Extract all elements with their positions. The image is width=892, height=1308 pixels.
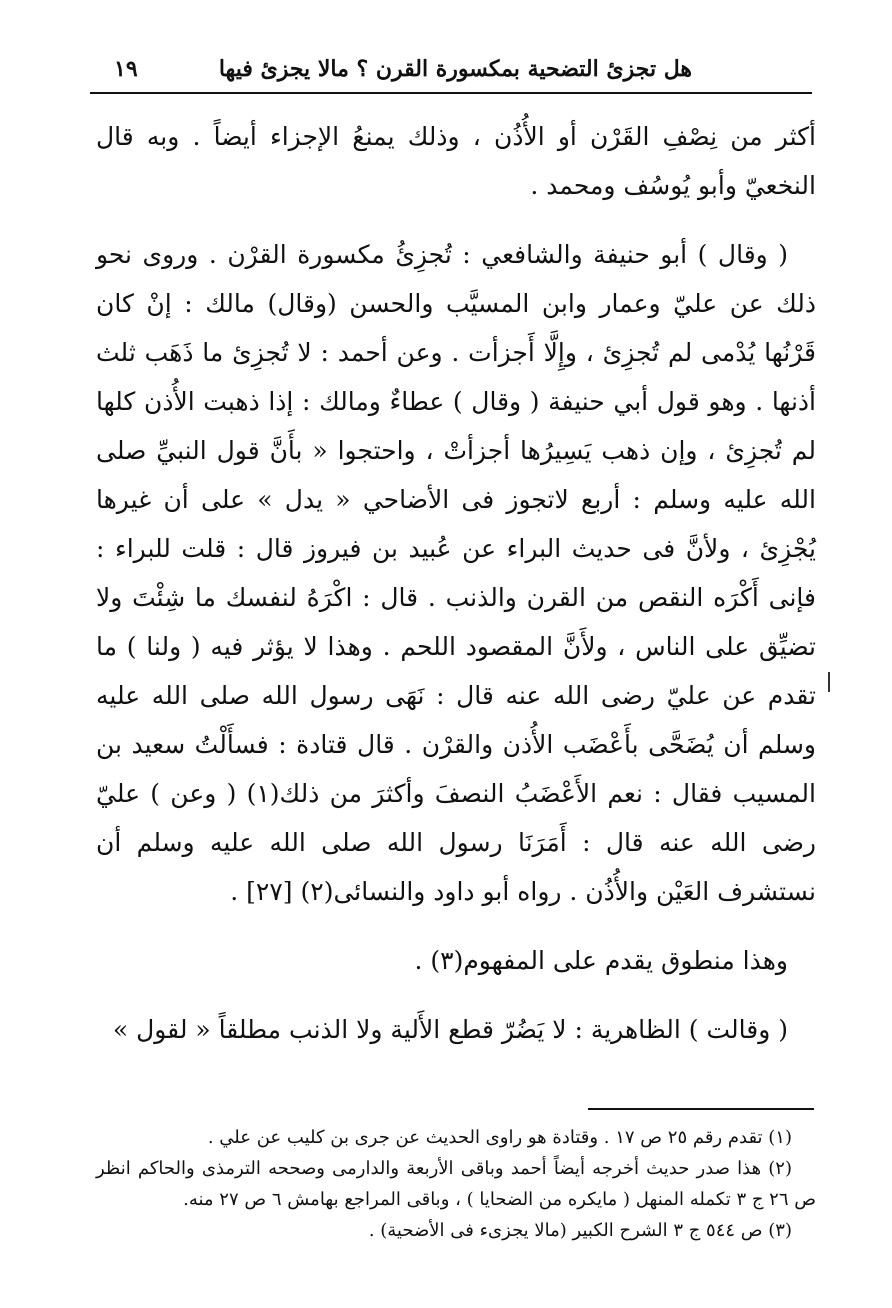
paragraph: ( وقالت ) الظاهرية : لا يَضُرّ قطع الأَلية ولا الذنب مطلقاً « لقول » [112,1015,788,1044]
running-header [92,50,812,92]
paragraph: أكثر من نِصْفِ القَرْن أو الأُذُن ، وذلك يمنعُ الإجزاء أيضاً . وبه قال النخعيّ وأبو يُوسُف ومحمد . [96,122,816,200]
footnote-rule [588,1108,814,1110]
paragraph: وهذا منطوق يقدم على المفهوم(٣) . [414,946,788,975]
footnote: (٣) ص ٥٤٤ ج ٣ الشرح الكبير (مالا يجزىء فى الأضحية) . [368,1220,792,1241]
header-rule [90,92,812,94]
footnote: (١) تقدم رقم ٢٥ ص ١٧ . وقتادة هو راوى الحديث عن جرى بن كليب عن علي . [207,1127,792,1148]
main-text [96,112,816,1054]
paragraph: ( وقال ) أبو حنيفة والشافعي : تُجزِئُ مكسورة القرْن . وروى نحو ذلك عن عليّ وعمار وابن المسيَّب والحسن (وقال) مالك : إنْ كان قَرْنُها يُدْمى لم تُجزِئ ، وإِلَّا أَجزأت . وعن أحمد : لا تُجزِئ ما ذَهَب ثلث أذنها . وهو قول أبي حنيفة ( وقال ) عطاءٌ ومالك : إذا ذهبت الأُذن كلها لم تُجزِئ ، وإن ذهب يَسِيرُها أجزأتْ ، واحتجوا « بأَنَّ قول النبيِّ صلى الله عليه وسلم : أربع لاتجوز فى الأضاحي « يدل » على أن غيرها يُجْزِئ ، ولأنَّ فى حديث البراء عن عُبيد بن فيروز قال : قلت للبراء : فإنى أَكْرَه النقص من القرن والذنب . قال : اكْرَهُ لنفسك ما شِئْتَ ولا تضيِّق على الناس ، ولأَنَّ المقصود اللحم . وهذا لا يؤثر فيه ( ولنا ) ما تقدم عن عليّ رضى الله عنه قال : نَهَى رسول الله صلى الله عليه وسلم أن يُضَحَّى بأَعْضَب الأُذن والقرْن . قال قتادة : فسأَلْتُ سعيد بن المسيب فقال : نعم الأَعْضَبُ النصفَ وأكثرَ من ذلك(١) ( وعن ) عليّ رضى الله عنه قال : أَمَرَنَا رسول الله صلى الله عليه وسلم أن نستشرف العَيْن والأُذُن . رواه أبو داود والنسائى(٢) [٢٧] . [96,240,816,906]
margin-mark [828,672,830,692]
running-header-title: هل تجزئ التضحية بمكسورة القرن ؟ مالا يجزئ فيها [218,56,692,82]
footnote: (٢) هذا صدر حديث أخرجه أيضاً أحمد وباقى الأربعة والدارمى وصححه الترمذى والحاكم انظر ص ٢٦ ج ٣ تكمله المنهل ( مايكره من الضحايا ) ، وباقى المراجع بهامش ٦ ص ٢٧ منه. [96,1158,816,1210]
page-number: ١٩ [114,56,138,82]
footnotes [96,1122,816,1246]
